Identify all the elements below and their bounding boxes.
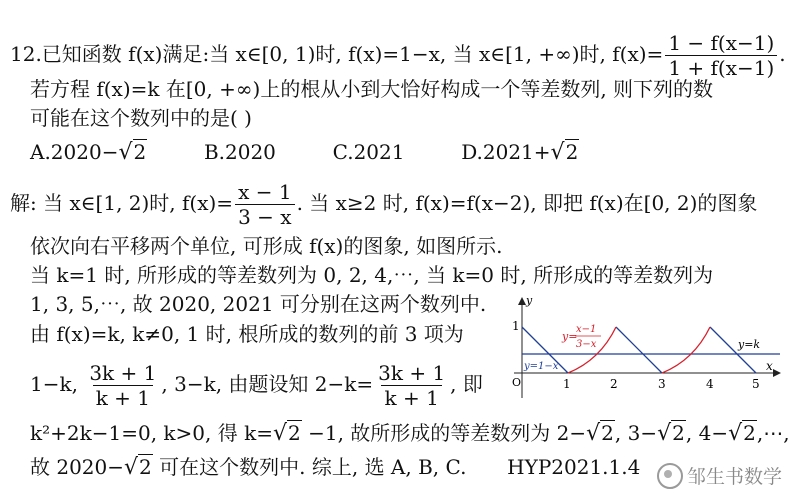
problem-line-3: 可能在这个数列中的是( ) bbox=[30, 106, 252, 130]
problem-line-1: 12.已知函数 f(x)满足:当 x∈[0, 1)时, f(x)=1−x, 当 x∈[1, +∞)时, f(x)= $\frac{1 - f(x-1)}{1 + f(x-1)}$ . bbox=[10, 31, 786, 80]
y-axis-label: y bbox=[526, 294, 533, 307]
problem-line-2: 若方程 f(x)=k 在[0, +∞)上的根从小到大恰好构成一个等差数列, 则下列的数 bbox=[30, 77, 714, 101]
option-c: C.2021 bbox=[332, 140, 405, 164]
problem-frac-den: 1 + f(x−1) bbox=[665, 55, 777, 80]
option-d: D.2021+√2 bbox=[461, 140, 579, 165]
solution-fraction-1: $\frac{x - 1}{3 - x}$ bbox=[235, 180, 294, 229]
solution-line-7: k²+2k−1=0, k>0, 得 k=√2 −1, 故所形成的等差数列为 2−√2, 3−√2, 4−√2,⋯, bbox=[30, 421, 790, 446]
x-tick-1: 1 bbox=[563, 377, 571, 391]
solution-line-5: 由 f(x)=k, k≠0, 1 时, 根所成的数列的前 3 项为 bbox=[30, 322, 464, 346]
problem-frac-num: 1 − f(x−1) bbox=[668, 31, 775, 55]
problem-intro: 12.已知函数 f(x)满足:当 x∈[0, 1)时, f(x)=1−x, 当 x∈[1, +∞)时, f(x)= bbox=[10, 42, 664, 66]
curve-label-prefix: y= bbox=[562, 330, 578, 343]
solution-fraction-3: $\frac{3k + 1}{k + 1}$ bbox=[378, 361, 446, 410]
solution-line-2: 依次向右平移两个单位, 可形成 f(x)的图象, 如图所示. bbox=[30, 234, 503, 258]
curve-label-num: x−1 bbox=[576, 324, 597, 335]
solution-line-3: 当 k=1 时, 所形成的等差数列为 0, 2, 4,⋯, 当 k=0 时, 所形成的等差数列为 bbox=[30, 263, 714, 287]
y-tick-1: 1 bbox=[512, 319, 520, 333]
solution-line-8: 故 2020−√2 可在这个数列中. 综上, 选 A, B, C. HYP2021.1.4 bbox=[30, 455, 641, 480]
x-tick-3: 3 bbox=[658, 377, 666, 391]
option-a: A.2020−√2 bbox=[30, 140, 147, 165]
solution-line-4: 1, 3, 5,⋯, 故 2020, 2021 可分别在这两个数列中. bbox=[30, 292, 487, 316]
problem-fraction bbox=[665, 31, 777, 80]
x-tick-5: 5 bbox=[752, 377, 760, 391]
source-tag: HYP2021.1.4 bbox=[507, 455, 641, 479]
solution-line-6: 1−k, $\frac{3k + 1}{k + 1}$ , 3−k, 由题设知 2−k= $\frac{3k + 1}{k + 1}$ , 即 bbox=[30, 361, 483, 410]
line-label: y=1−x bbox=[524, 361, 559, 372]
function-graph bbox=[500, 290, 790, 405]
watermark-text: 邹生书数学 bbox=[686, 466, 782, 488]
wechat-icon bbox=[657, 463, 683, 489]
x-tick-4: 4 bbox=[706, 377, 714, 391]
watermark bbox=[657, 462, 782, 489]
solution-fraction-2: $\frac{3k + 1}{k + 1}$ bbox=[89, 361, 157, 410]
x-axis-label: x bbox=[766, 359, 773, 373]
curve-label-den: 3−x bbox=[576, 339, 597, 350]
solution-line-1: 解: 当 x∈[1, 2)时, f(x)= $\frac{x - 1}{3 - x}$ . 当 x≥2 时, f(x)=f(x−2), 即把 f(x)在[0, 2)的图象 bbox=[10, 180, 758, 229]
answer-options bbox=[30, 140, 579, 165]
x-tick-2: 2 bbox=[610, 377, 618, 391]
k-line-label: y=k bbox=[738, 338, 761, 351]
option-b: B.2020 bbox=[203, 140, 276, 164]
origin-label: O bbox=[512, 376, 522, 389]
